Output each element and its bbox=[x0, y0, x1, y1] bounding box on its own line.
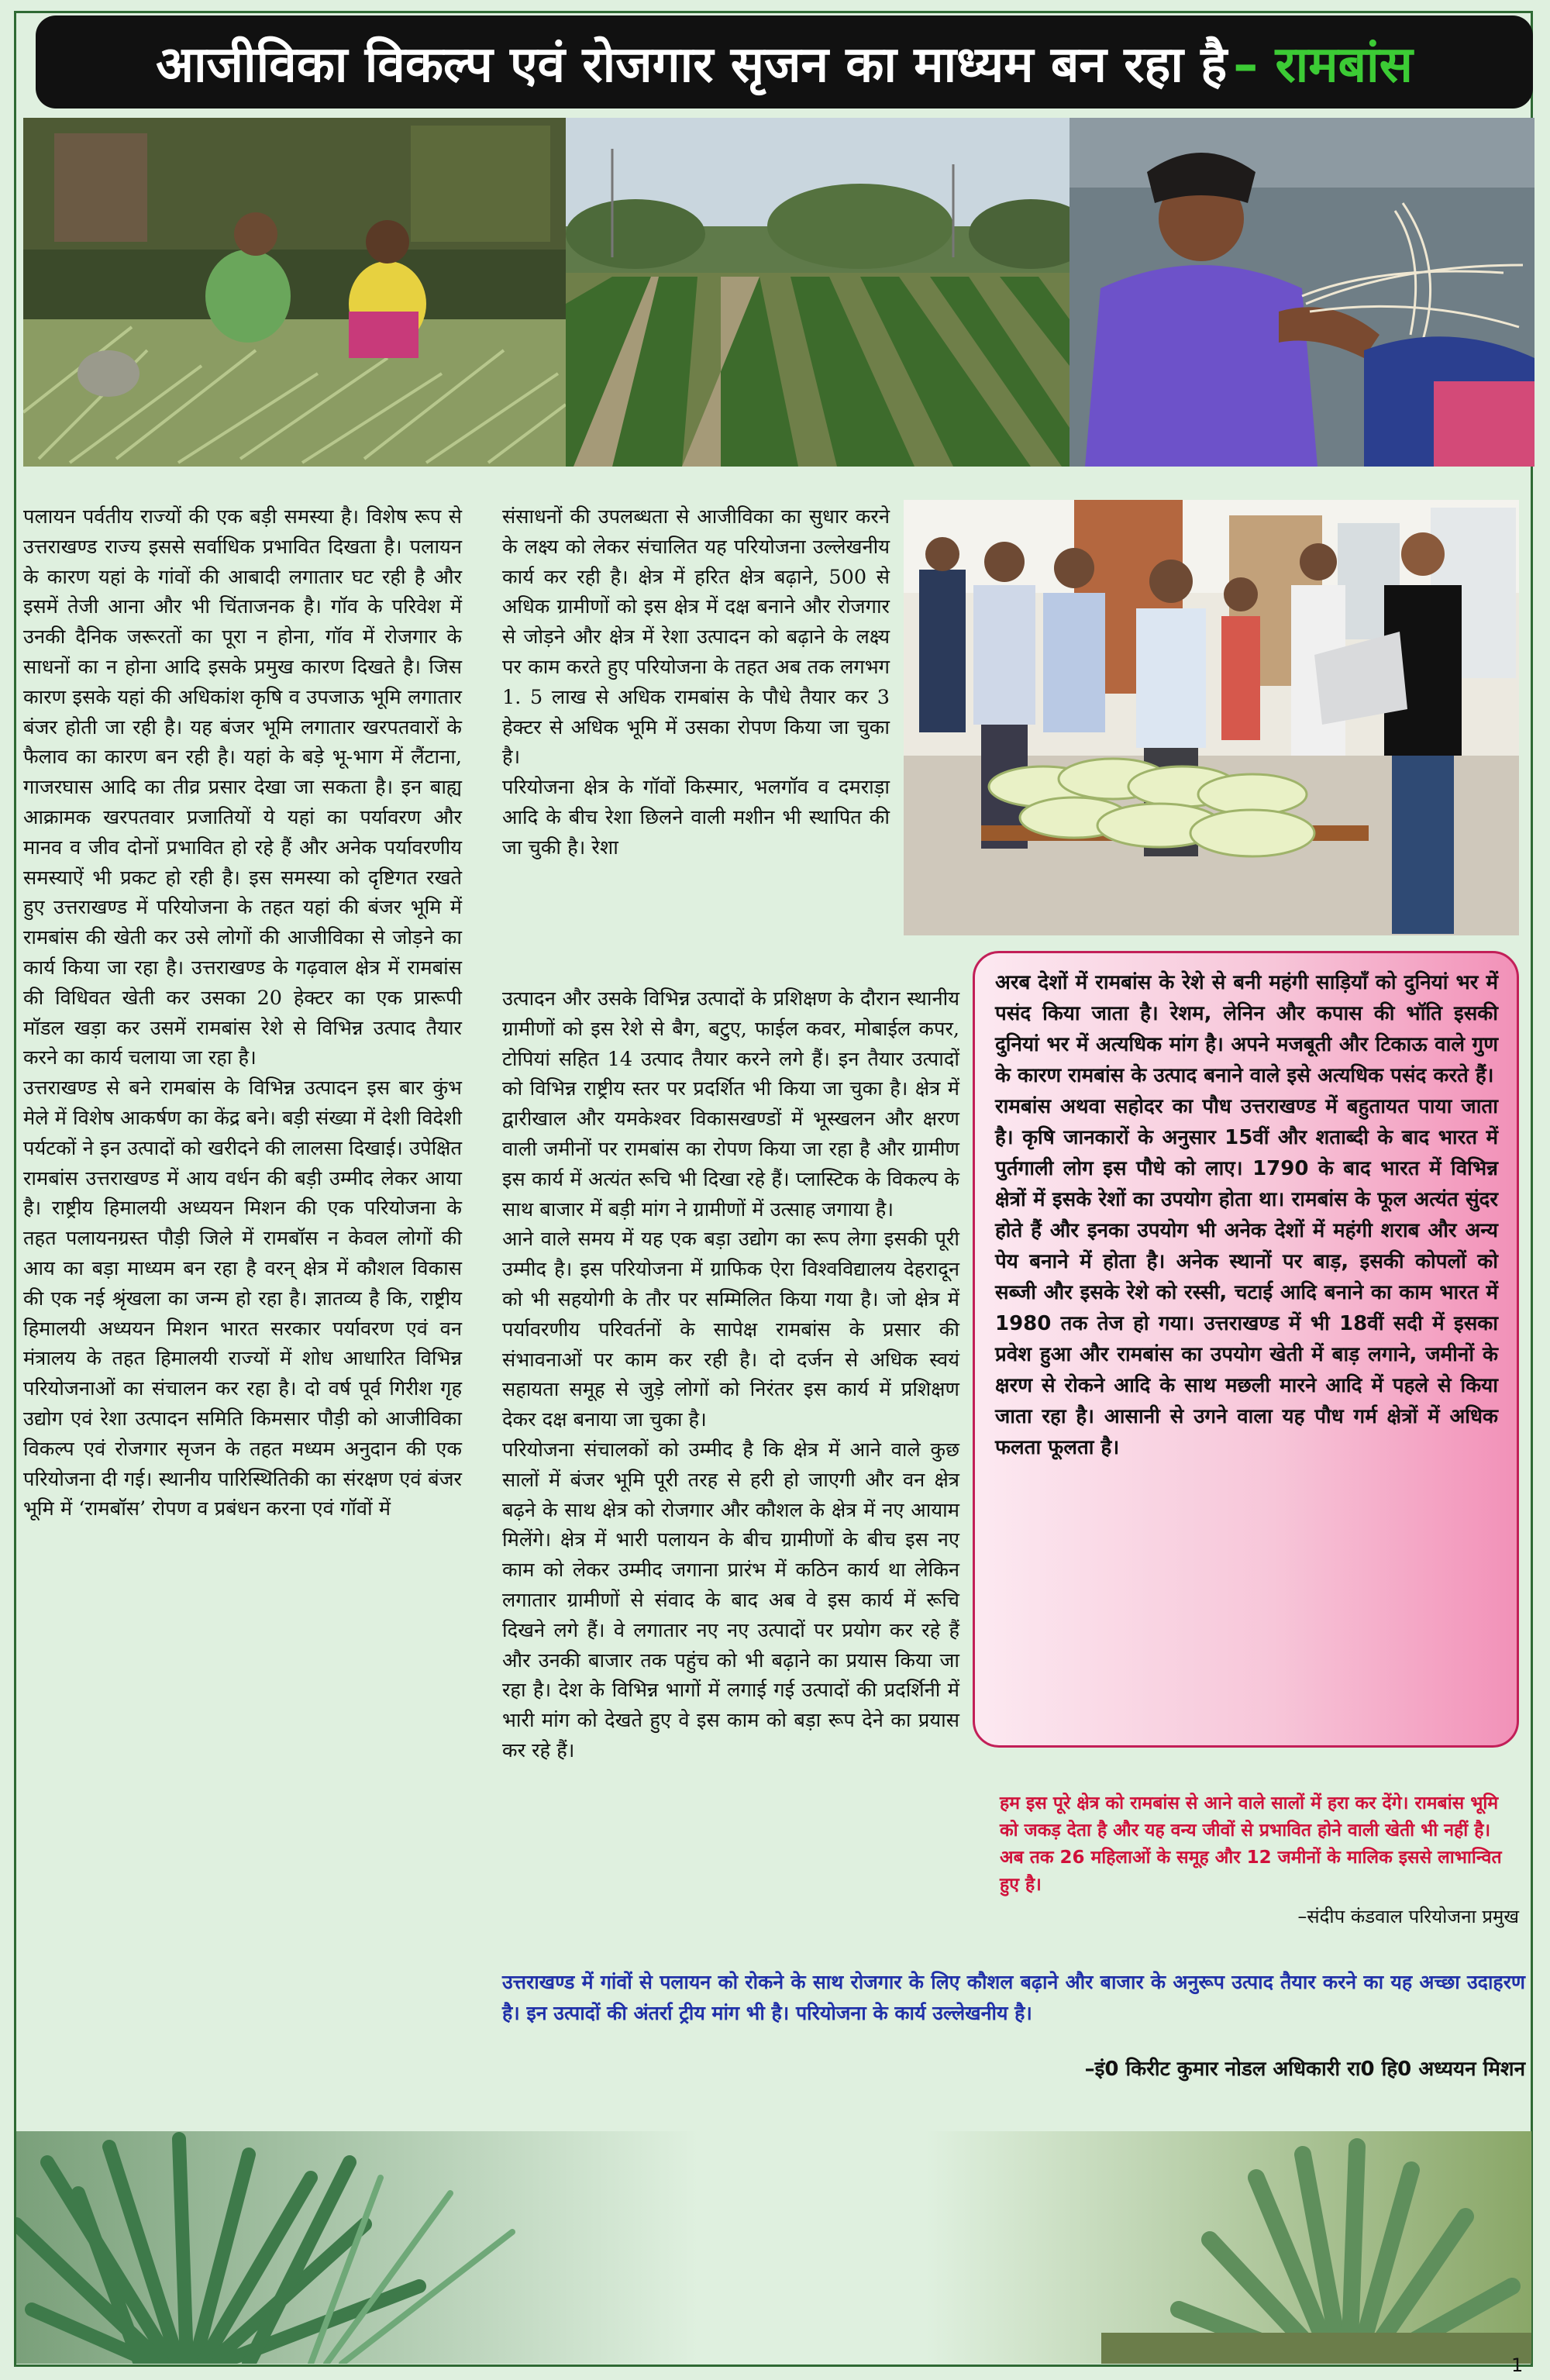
nodal-officer-quote: उत्तराखण्ड में गांवों से पलायन को रोकने के साथ रोजगार के लिए कौशल बढ़ाने और बाजार के अनुरूप उत्पाद तैयार करने का यह अच्छा उदाहरण है। इन उत्पादों की अंतर्रा ट्रीय मांग भी है। परियोजना के कार्य उल्लेखनीय है। bbox=[502, 1971, 1525, 2024]
photo-harvest bbox=[23, 118, 566, 467]
column1-paragraph-1: पलायन पर्वतीय राज्यों की एक बड़ी समस्या है। विशेष रूप से उत्तराखण्ड राज्य इससे सर्वाधिक प्रभावित दिखता है। पलायन के कारण यहां के गांवों की आबादी लगातार घट रही है और इसमें तेजी आना और भी चिंताजनक है। गॉव के परिवेश में उनकी दैनिक जरूरतों का पूरा न होना, गॉव में रोजगार के साधनों का न होना आदि इसके प्रमुख कारण दिखते है। जिस कारण इसके यहां की अधिकांश कृषि व उपजाऊ भूमि लगातार बंजर होती जा रही है। यह बंजर भूमि लगातार खरपतवारों के फैलाव का कारण बन रही है। यहां के बड़े भू-भाग में लैंटाना, गाजरघास आदि का तीव्र प्रसार देखा जा सकता है। इन बाह्य आक्रामक खरपतवार प्रजातियों ये यहां का पर्यावरण और मानव व जीव दोनों प्रभावित हो रहे हैं और अनेक पर्यावरणीय समस्याऐं भी प्रकट हो रही है। इस समस्या को दृष्टिगत रखते हुए उत्तराखण्ड में परियोजना के तहत यहां की बंजर भूमि में रामबांस की खेती कर उसे लोगों की आजीविका से जोड़ने का कार्य किया जा रहा है। उत्तराखण्ड के गढ़वाल क्षेत्र में रामबांस की विधिवत खेती कर उसका 20 हेक्टर का एक प्रारूपी मॉडल खड़ा कर उसमें रामबांस रेशे से विभिन्न उत्पाद तैयार करने का कार्य चलाया जा रहा है। bbox=[23, 505, 462, 1070]
info-box-paragraph-1: अरब देशों में रामबांस के रेशे से बनी महंगी साड़ियॉं को दुनियां भर में पसंद किया जाता है। रेशम, लेनिन और कपास की भॉति इसकी दुनियां भर में अत्यधिक मांग है। अपने मजबूती और टिकाऊ वाले गुण के कारण रामबांस के उत्पाद बनाने वाले इसे अत्यधिक पसंद करते हैं। bbox=[995, 971, 1498, 1087]
column1-paragraph-2: उत्तराखण्ड से बने रामबांस के विभिन्न उत्पादन इस बार कुंभ मेले में विशेष आकर्षण का केंद्र बने। बड़ी संख्या में देशी विदेशी पर्यटकों ने इन उत्पादों को खरीदने की लालसा दिखाई। उपेक्षित रामबांस उत्तराखण्ड में आय वर्धन की बड़ी उम्मीद लेकर आया है। राष्ट्रीय हिमालयी अध्ययन मिशन की एक परियोजना के तहत पलायनग्रस्त पौड़ी जिले में रामबॉस न केवल लोगों की आय का बड़ा माध्यम बन रहा है वरन् क्षेत्र में कौशल विकास की एक नई श्रृंखला का जन्म हो रहा है। ज्ञातव्य है कि, राष्ट्रीय हिमालयी अध्ययन मिशन भारत सरकार पर्यावरण एवं वन मंत्रालय के तहत हिमालयी राज्यों में शोध आधारित विभिन्न परियोजनाओं का संचालन कर रहा है। दो वर्ष पूर्व गिरीश गृह उद्योग एवं रेशा उत्पादन समिति किमसार पौड़ी को आजीविका विकल्प एवं रोजगार सृजन के तहत मध्यम अनुदान की एक परियोजना दी गई। स्थानीय पारिस्थितिकी का संरक्षण एवं बंजर भूमि में ‘रामबॉस’ रोपण व प्रबंधन करना एवं गॉवों में bbox=[23, 1076, 462, 1521]
column2-paragraph-4: आने वाले समय में यह एक बड़ा उद्योग का रूप लेगा इसकी पूरी उम्मीद है। इस परियोजना में ग्राफिक ऐरा विश्वविद्यालय देहरादून को भी सहयोगी के तौर पर सम्मिलित किया गया है। जो क्षेत्र में पर्यावरणीय परिवर्तनों के सापेक्ष रामबांस के प्रसार की संभावनाओं पर काम कर रही है। दो दर्जन से अधिक स्वयं सहायता समूह से जुड़े लोगों को निरंतर इस कार्य में प्रशिक्षण देकर दक्ष बनाया जा चुका है। bbox=[502, 1228, 959, 1432]
info-box-paragraph-2: रामबांस अथवा सहोदर का पौध उत्तराखण्ड में बहुतायत पाया जाता है। कृषि जानकारों के अनुसार 15वीं और शताब्दी के बाद भारत में पुर्तगाली लोग इस पौधे को लाए। 1790 के बाद भारत में विभिन्न क्षेत्रों में इसके रेशों का उपयोग होता था। रामबांस के फूल अत्यंत सुंदर होते हैं और इनका उपयोग भी अनेक देशों में महंगी शराब और अन्य पेय बनाने में होता है। अनेक स्थानों पर बाड़, इसकी कोपलों को सब्जी और इसके रेशे को रस्सी, चटाई आदि बनाने का काम भारत में 1980 तक तेज हो गया। उत्तराखण्ड में भी 18वीं सदी में इसका प्रवेश हुआ और रामबांस का उपयोग खेती में बाड़ लगाने, जमीनों के क्षरण से रोकने आदि के साथ मछली मारने आदि में पहले से किया जाता रहा है। आसानी से उगने वाला यह पौध गर्म क्षेत्रों में अधिक फलता फूलता है। bbox=[995, 1095, 1498, 1459]
article-column-1 bbox=[23, 502, 462, 1524]
title-main: आजीविका विकल्प एवं रोजगार सृजन का माध्यम बन रहा है bbox=[156, 36, 1228, 94]
project-head-quote-text: हम इस पूरे क्षेत्र को रामबांस से आने वाले सालों में हरा कर देंगे। रामबांस भूमि को जकड़ देता है और यह वन्य जीवों से प्रभावित होने वाली खेती भी नहीं है। अब तक 26 महिलाओं के समूह और 12 जमीनों के मालिक इससे लाभान्वित हुए है। bbox=[1000, 1793, 1502, 1895]
photo-exhibition bbox=[904, 500, 1519, 935]
project-head-quote bbox=[1000, 1790, 1519, 1931]
photo-field bbox=[566, 118, 1070, 467]
nodal-officer-quote-attribution: –इं0 किरीट कुमार नोडल अधिकारी रा0 हि0 अध्ययन मिशन bbox=[1084, 2058, 1525, 2081]
title-accent: – रामबांस bbox=[1233, 36, 1413, 94]
column2-paragraph-1: संसाधनों की उपलब्धता से आजीविका का सुधार करने के लक्ष्य को लेकर संचालित यह परियोजना उल्लेखनीय कार्य कर रही है। क्षेत्र में हरित क्षेत्र बढ़ाने, 500 से अधिक ग्रामीणों को इस क्षेत्र में दक्ष बनाने और रोजगार से जोड़ने और क्षेत्र में रेशा उत्पादन को बढ़ाने के लक्ष्य पर काम करते हुए परियोजना के तहत अब तक लगभग 1. 5 लाख से अधिक रामबांस के पौधे तैयार कर 3 हेक्टर से अधिक भूमि में उसका रोपण किया जा चुका है। bbox=[502, 505, 890, 770]
article-column-2-top bbox=[502, 502, 890, 863]
info-box bbox=[973, 951, 1519, 1748]
photo-agave-plants bbox=[16, 2131, 1531, 2364]
column2-paragraph-2: परियोजना क्षेत्र के गॉवों किस्मार, भलगॉव व दमराड़ा आदि के बीच रेशा छिलने वाली मशीन भी स्थापित की जा चुकी है। रेशा bbox=[502, 776, 890, 859]
article-column-2-bottom bbox=[502, 984, 959, 1766]
project-head-quote-attribution: –संदीप कंडवाल परियोजना प्रमुख bbox=[1297, 1906, 1519, 1927]
photo-fibre bbox=[1070, 118, 1534, 467]
column2-paragraph-5: परियोजना संचालकों को उम्मीद है कि क्षेत्र में आने वाले कुछ सालों में बंजर भूमि पूरी तरह से हरी हो जाएगी और वन क्षेत्र बढ़ने के साथ क्षेत्र को रोजगार और कौशल के क्षेत्र में नए आयाम मिलेंगे। क्षेत्र में भारी पलायन के बीच ग्रामीणों के बीच इस नए काम को लेकर उम्मीद जगाना प्रारंभ में कठिन कार्य था लेकिन लगातार ग्रामीणों से संवाद के बाद अब वे इस कार्य में रूचि दिखने लगे हैं। वे लगातार नए नए उत्पादों पर प्रयोग कर रहे हैं और उनकी बाजार तक पहुंच को भी बढ़ाने का प्रयास किया जा रहा है। देश के विभिन्न भागों में लगाई गई उत्पादों की प्रदर्शिनी में भारी मांग को देखते हुए वे इस काम को बड़ा रूप देने का प्रयास कर रहे हैं। bbox=[502, 1438, 959, 1762]
page-title bbox=[36, 15, 1533, 108]
column2-paragraph-3: उत्पादन और उसके विभिन्न उत्पादों के प्रशिक्षण के दौरान स्थानीय ग्रामीणों को इस रेशे से बैग, बटुए, फाईल कवर, मोबाईल कपर, टोपियां सहित 14 उत्पाद तैयार करने लगे हैं। इन तैयार उत्पादों को विभिन्न राष्ट्रीय स्तर पर प्रदर्शित भी किया जा चुका है। क्षेत्र में द्वारीखाल और यमकेश्वर विकासखण्डों में भूस्खलन और क्षरण वाली जमीनों पर रामबांस का रोपण किया जा रहा है और ग्रामीण इस कार्य में अत्यंत रूचि भी दिखा रहे हैं। प्लास्टिक के विकल्प के साथ बाजार में बड़ी मांग ने ग्रामीणों में उत्साह जगाया है। bbox=[502, 987, 959, 1221]
page-number: 1 bbox=[1511, 2354, 1524, 2376]
